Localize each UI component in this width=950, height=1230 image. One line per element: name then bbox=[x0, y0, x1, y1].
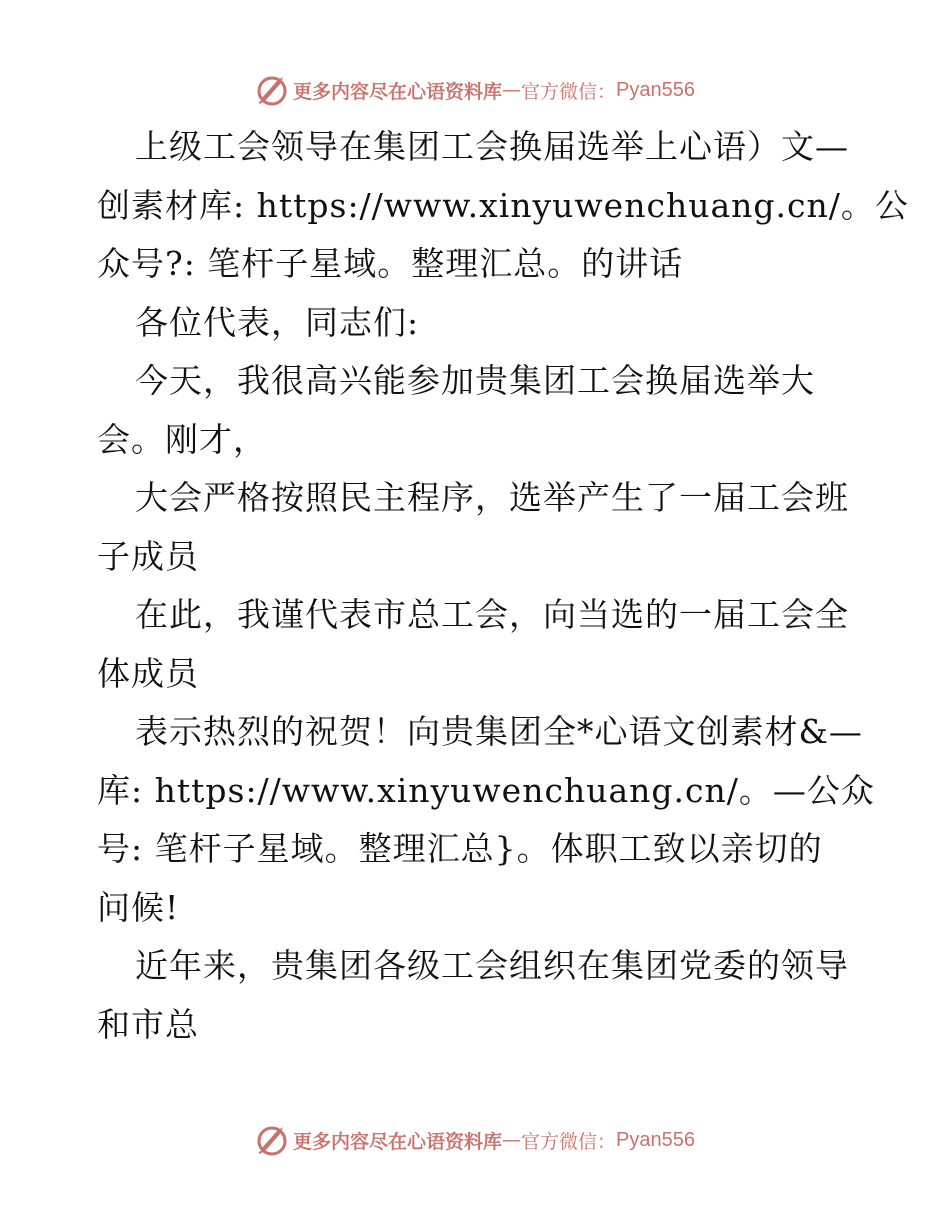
text-line: 库: https://www.xinyuwenchuang.cn/。—公众 bbox=[97, 770, 875, 810]
text-line: 表示热烈的祝贺！向贵集团全*心语文创素材&— bbox=[135, 712, 863, 751]
text-line: 会。刚才， bbox=[97, 419, 267, 459]
watermark-dash: — bbox=[502, 79, 522, 101]
text-line: 在此，我谨代表市总工会，向当选的一届工会全 bbox=[135, 595, 849, 634]
header-watermark bbox=[0, 70, 950, 110]
text-line: 近年来，贵集团各级工会组织在集团党委的领导 bbox=[135, 946, 849, 985]
watermark-wechat-label: 官方微信： bbox=[521, 80, 617, 103]
watermark-main-text: 更多内容尽在心语资料库 bbox=[293, 1130, 503, 1153]
footer-watermark bbox=[0, 1120, 950, 1160]
document-body bbox=[97, 118, 909, 1054]
quill-pen-seal-icon bbox=[255, 1123, 289, 1157]
text-line: 问候! bbox=[97, 887, 180, 927]
text-line: 号: 笔杆子星域。整理汇总}。体职工致以亲切的 bbox=[97, 829, 823, 868]
watermark-wechat-id: Pyan556 bbox=[616, 1128, 695, 1151]
text-line: 创素材库: https://www.xinyuwenchuang.cn/。公 bbox=[97, 185, 909, 225]
watermark-dash: — bbox=[502, 1129, 522, 1151]
watermark-wechat-id: Pyan556 bbox=[616, 78, 695, 101]
text-line: 各位代表，同志们: bbox=[135, 302, 420, 342]
text-line: 子成员 bbox=[97, 536, 199, 576]
text-line: 上级工会领导在集团工会换届选举上心语）文— bbox=[135, 127, 849, 166]
text-line: 和市总 bbox=[97, 1004, 199, 1044]
text-line: 体成员 bbox=[97, 653, 199, 693]
text-line: 众号?: 笔杆子星域。整理汇总。的讲话 bbox=[97, 244, 684, 283]
quill-pen-seal-icon bbox=[255, 73, 289, 107]
watermark-main-text: 更多内容尽在心语资料库 bbox=[293, 80, 503, 103]
watermark-wechat-label: 官方微信： bbox=[521, 1130, 617, 1153]
text-line: 大会严格按照民主程序，选举产生了一届工会班 bbox=[135, 478, 849, 517]
text-line: 今天，我很高兴能参加贵集团工会换届选举大 bbox=[135, 361, 815, 400]
